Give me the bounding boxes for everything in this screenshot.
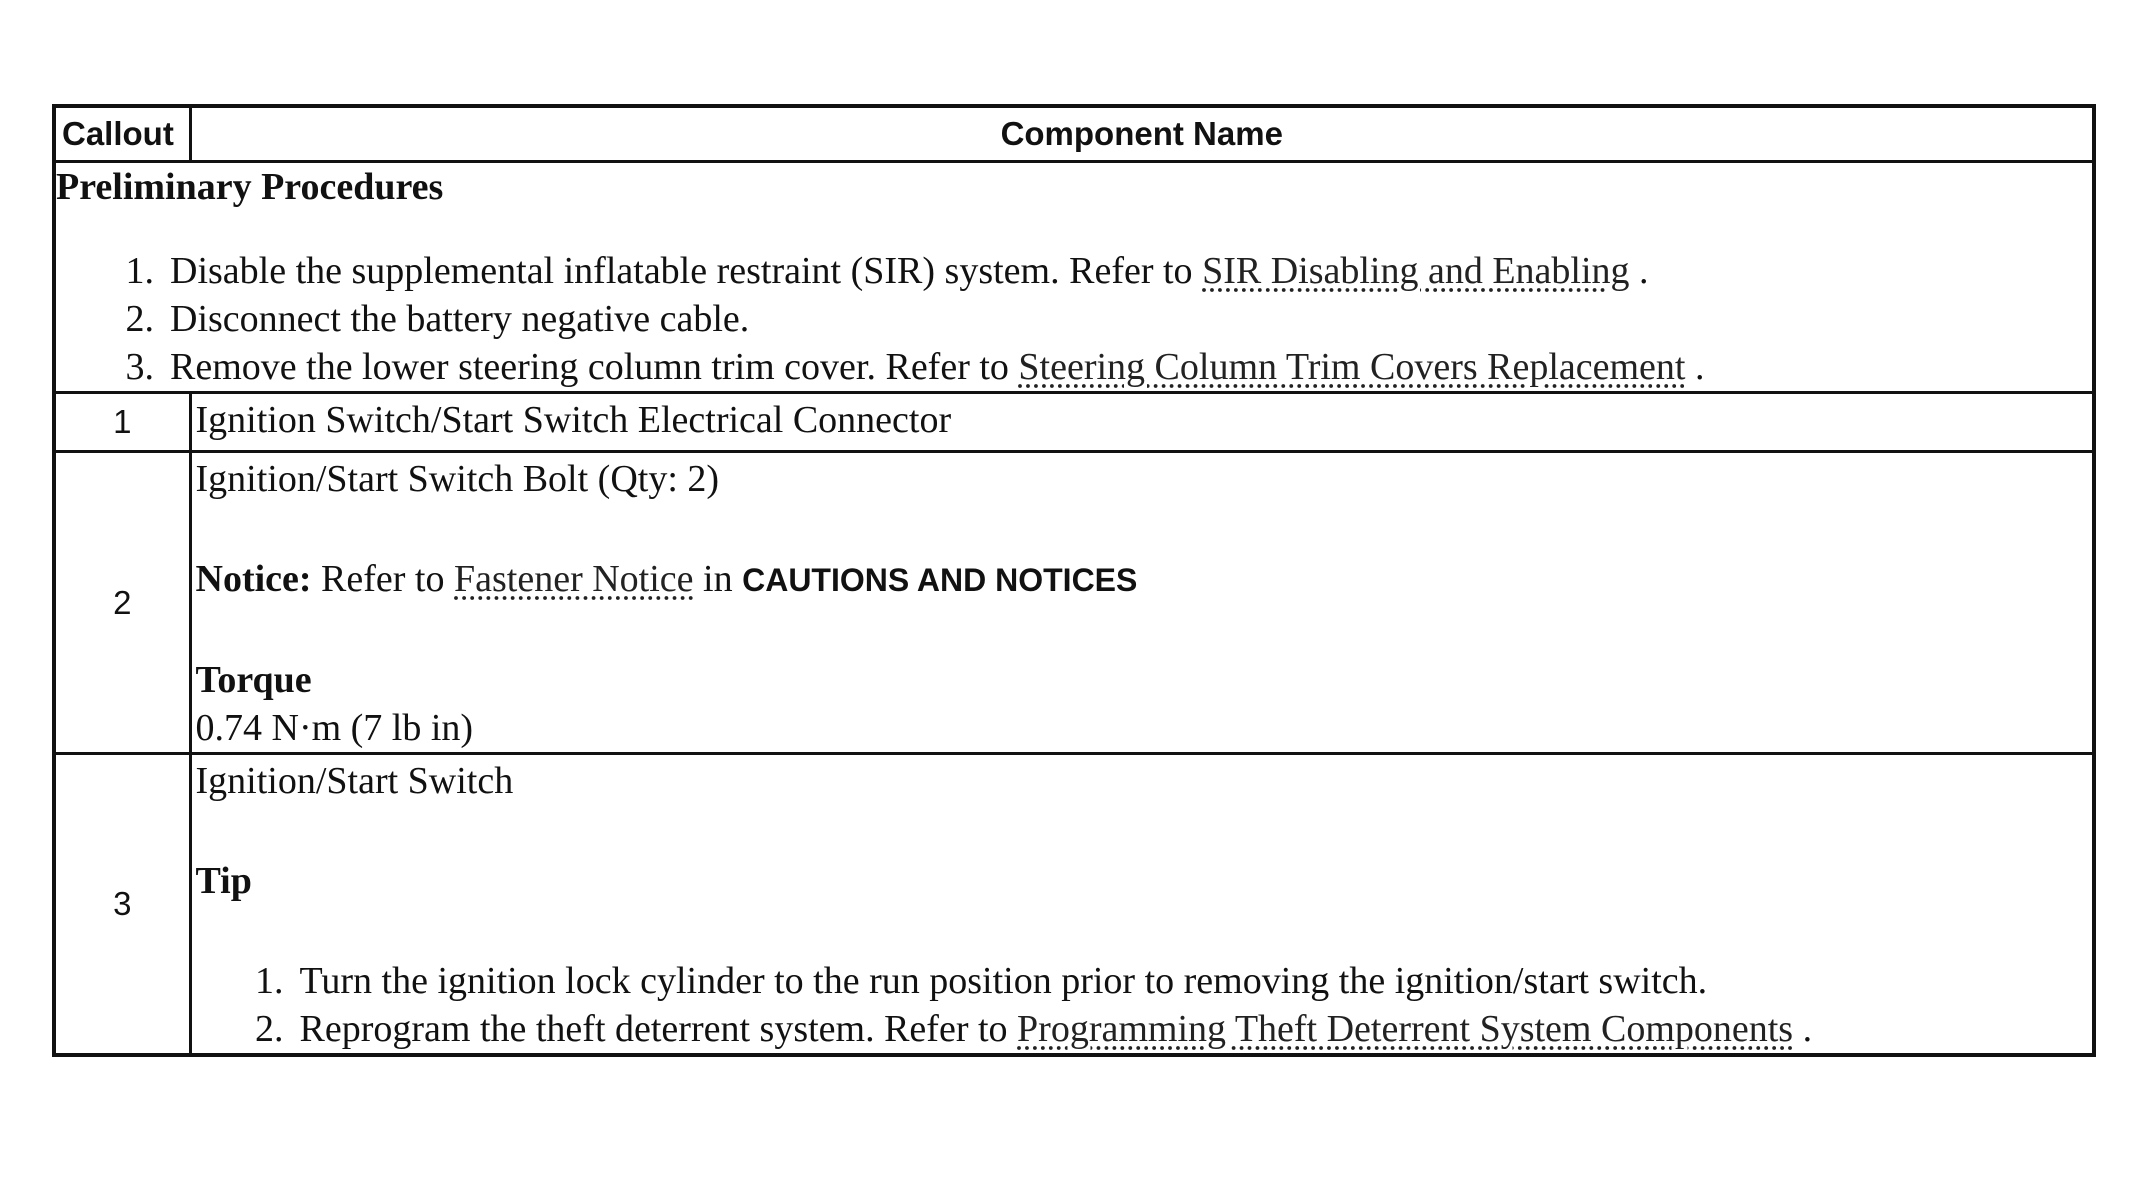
callout-number: 3 (54, 754, 190, 1056)
torque-label: Torque (195, 659, 312, 701)
notice-text: Refer to (311, 558, 454, 600)
component-name: Ignition/Start Switch Bolt (Qty: 2) (195, 458, 720, 500)
notice-label: Notice: (195, 558, 312, 600)
list-item (125, 343, 2092, 391)
notice-section: CAUTIONS AND NOTICES (742, 562, 1138, 598)
step-text: Disconnect the battery negative cable. (170, 298, 750, 340)
table-row (54, 452, 2094, 754)
trim-covers-link[interactable]: Steering Column Trim Covers Replacement (1018, 346, 1686, 388)
callout-number: 1 (54, 393, 190, 452)
tip-number: 1. (255, 960, 284, 1002)
list-item (255, 957, 2093, 1005)
callout-number: 2 (54, 452, 190, 754)
preliminary-steps (56, 247, 2092, 391)
preliminary-title: Preliminary Procedures (56, 166, 444, 208)
header-row (54, 106, 2094, 162)
preliminary-row (54, 162, 2094, 393)
step-text: Remove the lower steering column trim cover. Refer to (170, 346, 1019, 388)
tip-steps (196, 957, 2093, 1053)
table-row (54, 754, 2094, 1056)
tip-text: Turn the ignition lock cylinder to the run position prior to removing the ignition/start switch. (299, 960, 1708, 1002)
preliminary-cell (54, 162, 2094, 393)
step-tail: . (1685, 346, 1705, 388)
table-row (54, 393, 2094, 452)
notice-in: in (693, 558, 743, 600)
sir-disabling-link[interactable]: SIR Disabling and Enabling (1202, 250, 1630, 292)
step-tail: . (1629, 250, 1649, 292)
step-number: 2. (125, 298, 154, 340)
theft-deterrent-link[interactable]: Programming Theft Deterrent System Components (1017, 1008, 1794, 1050)
component-cell (190, 452, 2094, 754)
procedure-table (52, 104, 2096, 1057)
list-item (255, 1005, 2093, 1053)
list-item (125, 295, 2092, 343)
tip-label: Tip (195, 860, 252, 902)
notice-line (196, 555, 2093, 604)
tip-number: 2. (255, 1008, 284, 1050)
list-item (125, 247, 2092, 295)
component-cell (190, 754, 2094, 1056)
step-number: 1. (125, 250, 154, 292)
torque-value: 0.74 N·m (7 lb in) (195, 707, 474, 749)
component-name: Ignition/Start Switch (195, 760, 514, 802)
step-text: Disable the supplemental inflatable restraint (SIR) system. Refer to (170, 250, 1203, 292)
fastener-notice-link[interactable]: Fastener Notice (454, 558, 694, 600)
component-name: Ignition Switch/Start Switch Electrical Connector (190, 393, 2094, 452)
component-name-header: Component Name (190, 106, 2094, 162)
tip-text: Reprogram the theft deterrent system. Refer to (299, 1008, 1018, 1050)
step-number: 3. (125, 346, 154, 388)
callout-header: Callout (54, 106, 190, 162)
tip-tail: . (1793, 1008, 1813, 1050)
